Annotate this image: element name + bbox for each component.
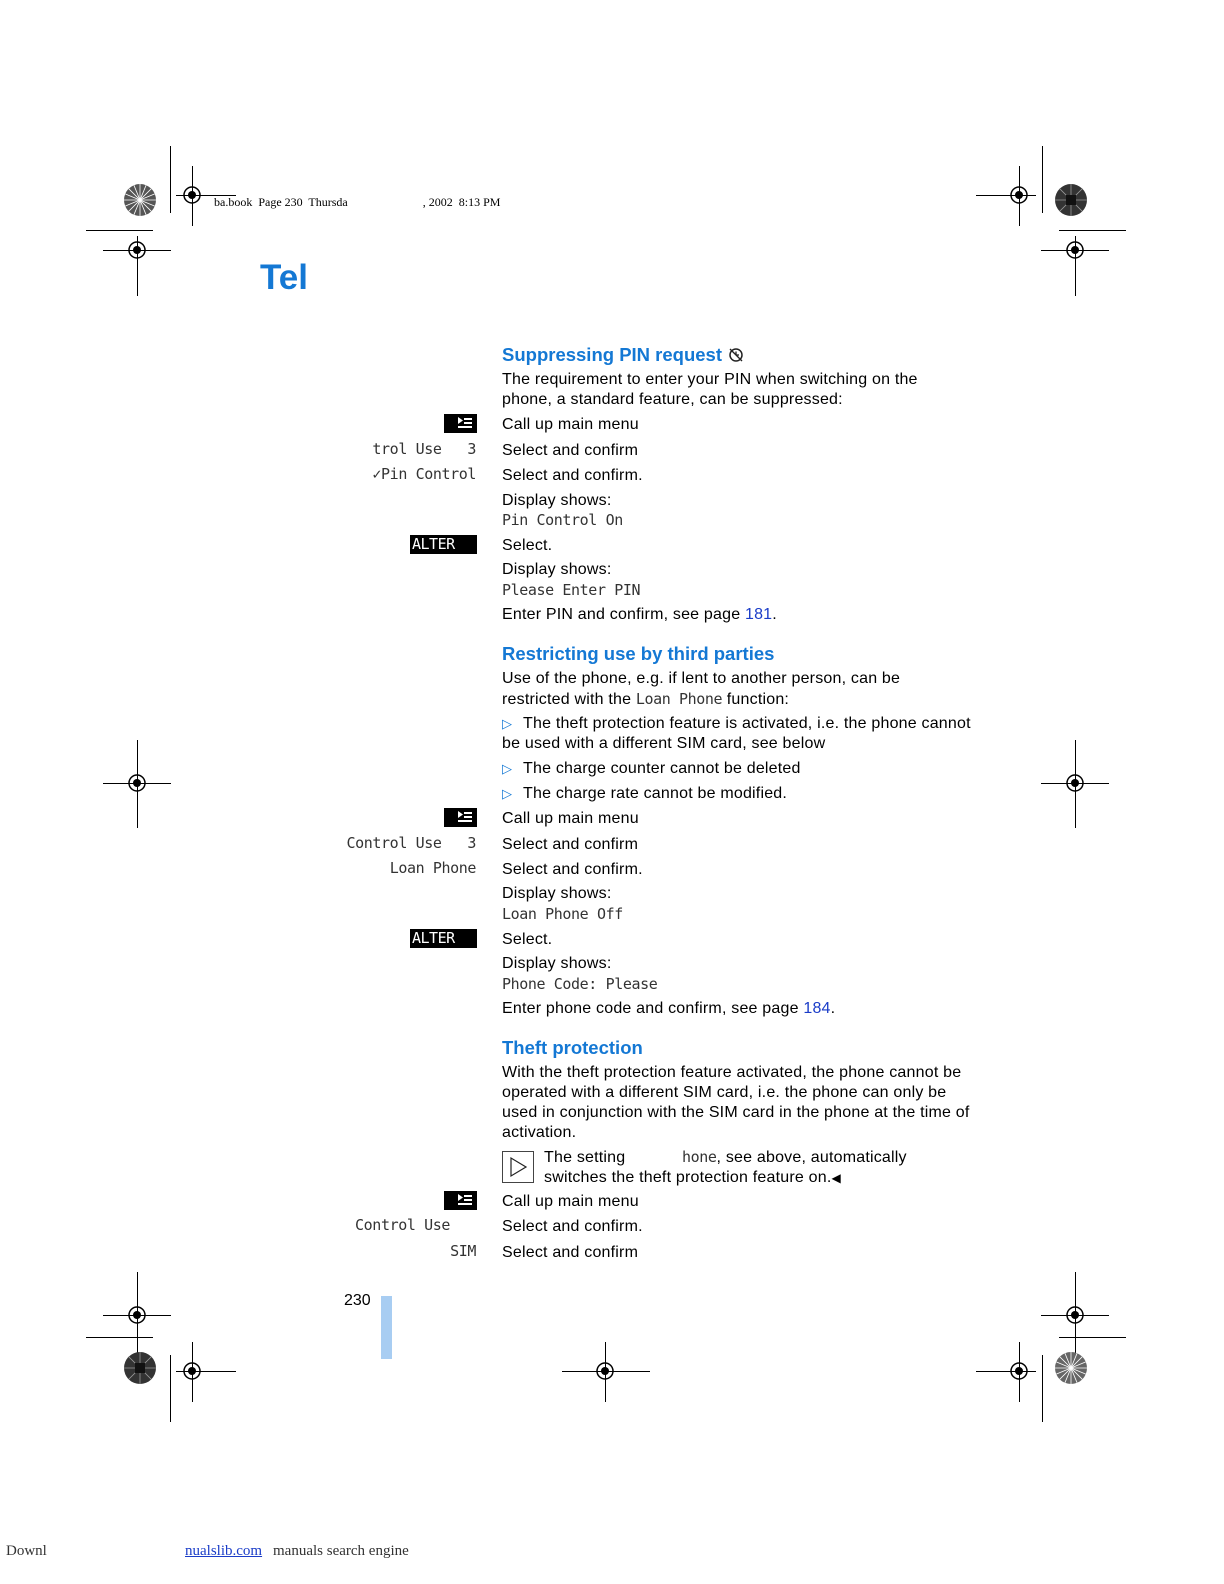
restrict-intro: Use of the phone, e.g. if lent to another person, can be restricted with the Loan Phone function:	[502, 670, 901, 708]
alarm-clock-icon	[727, 345, 745, 368]
pin-step-select-confirm-dot: Select and confirm.	[502, 467, 643, 484]
page-link-184[interactable]: 184	[803, 1000, 831, 1017]
restrict-display-shows-1: Display shows:	[502, 885, 612, 902]
pin-display-shows-2: Display shows:	[502, 561, 612, 578]
crop-rosette-icon	[1054, 1351, 1088, 1385]
theft-step-call-menu: Call up main menu	[502, 1193, 639, 1210]
restrict-step-select-confirm: Select and confirm	[502, 836, 639, 853]
restrict-display-value-1: Loan Phone Off	[502, 905, 623, 923]
list-item: ▷ The theft protection feature is activated, i.e. the phone cannot be used with a different SIM card, see below	[502, 715, 971, 752]
end-mark-icon: ◀	[831, 1171, 841, 1185]
registration-mark-icon	[1004, 180, 1034, 210]
registration-mark-icon	[177, 1356, 207, 1386]
bullet-triangle-icon: ▷	[502, 761, 513, 776]
restrict-step-call-menu: Call up main menu	[502, 810, 639, 827]
footer-left: Downl	[6, 1543, 47, 1559]
list-item: ▷ The charge rate cannot be modified.	[502, 785, 788, 802]
theft-step-select-confirm-dot: Select and confirm.	[502, 1218, 643, 1235]
restrict-step-select: Select.	[502, 931, 553, 948]
restrict-display-value-2: Phone Code: Please	[502, 975, 658, 993]
bullet-triangle-icon: ▷	[502, 716, 513, 731]
restrict-display-shows-2: Display shows:	[502, 955, 612, 972]
restrict-left-control-use: Control Use 3	[346, 834, 476, 852]
theft-intro: With the theft protection feature activated, the phone cannot be operated with a different SIM card, i.e. the phone can only be used in conjunction with the SIM card in the phone at the time of activation.	[502, 1064, 970, 1141]
pin-display-value-1: Pin Control On	[502, 511, 623, 529]
page-tab-bar	[381, 1296, 392, 1359]
registration-mark-icon	[122, 768, 152, 798]
bullet-triangle-icon: ▷	[502, 786, 513, 801]
restrict-step-select-confirm-dot: Select and confirm.	[502, 861, 643, 878]
footer-tagline: manuals search engine	[273, 1543, 409, 1559]
pin-left-pin-control: ✓Pin Control	[372, 465, 476, 483]
page-number: 230	[344, 1292, 371, 1309]
crop-rosette-icon	[123, 183, 157, 217]
pin-step-call-menu: Call up main menu	[502, 416, 639, 433]
crop-rosette-icon	[1054, 183, 1088, 217]
print-info: ba.book Page 230 Thursda , 2002 8:13 PM	[214, 195, 501, 209]
theft-step-select-confirm: Select and confirm	[502, 1244, 639, 1261]
restrict-left-loan-phone: Loan Phone	[389, 859, 476, 877]
registration-mark-icon	[590, 1356, 620, 1386]
pin-display-value-2: Please Enter PIN	[502, 581, 641, 599]
registration-mark-icon	[122, 235, 152, 265]
pin-step-select-confirm: Select and confirm	[502, 442, 639, 459]
pin-display-shows-1: Display shows:	[502, 492, 612, 509]
theft-left-control-use: Control Use	[355, 1216, 450, 1234]
menu-key-icon	[444, 808, 477, 827]
crop-rosette-icon	[123, 1351, 157, 1385]
chapter-title: Tel	[260, 258, 308, 297]
list-item: ▷ The charge counter cannot be deleted	[502, 760, 801, 777]
registration-mark-icon	[1060, 235, 1090, 265]
section-title-theft: Theft protection	[502, 1037, 643, 1058]
section-title-pin: Suppressing PIN request	[502, 344, 745, 368]
footer-link[interactable]: nualslib.com	[185, 1543, 263, 1559]
alter-softkey: ALTER	[410, 929, 477, 948]
registration-mark-icon	[1060, 1300, 1090, 1330]
alter-softkey: ALTER	[410, 535, 477, 554]
play-triangle-icon	[502, 1151, 534, 1183]
registration-mark-icon	[1060, 768, 1090, 798]
section-title-restrict: Restricting use by third parties	[502, 643, 775, 664]
restrict-enter-code: Enter phone code and confirm, see page 184.	[502, 1000, 836, 1017]
menu-key-icon	[444, 414, 477, 433]
registration-mark-icon	[1004, 1356, 1034, 1386]
registration-mark-icon	[177, 180, 207, 210]
pin-enter-pin: Enter PIN and confirm, see page 181.	[502, 606, 777, 623]
menu-key-icon	[444, 1191, 477, 1210]
registration-mark-icon	[122, 1300, 152, 1330]
pin-left-control-use: trol Use 3	[372, 440, 476, 458]
pin-intro: The requirement to enter your PIN when switching on the phone, a standard feature, can be suppressed:	[502, 371, 918, 408]
theft-note: The setting hone, see above, automatically switches the theft protection feature on.◀	[544, 1148, 907, 1186]
page-link-181[interactable]: 181	[744, 606, 773, 623]
theft-left-sim: SIM	[450, 1242, 476, 1260]
pin-step-select: Select.	[502, 537, 553, 554]
